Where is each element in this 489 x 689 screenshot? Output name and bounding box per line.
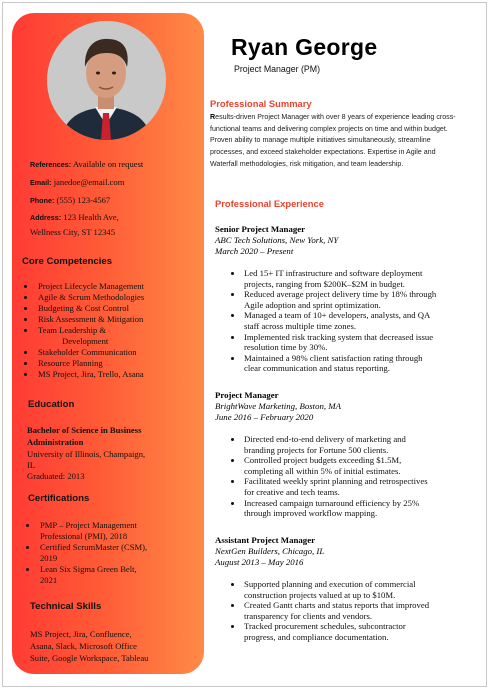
job-dates: August 2013 – May 2016 [215,557,304,567]
job-subtitle: Project Manager (PM) [234,64,321,74]
job-title: Assistant Project Manager [215,535,316,545]
cert-line-1: Certified ScrumMaster (CSM), [40,542,148,552]
list-item [230,621,462,642]
bullet-line-1: Led 15+ IT infrastructure and software deployment [244,268,423,278]
email-value[interactable]: janedoe@email.com [53,177,125,187]
job-dates: March 2020 – Present [215,246,294,256]
bullet-line-1: Controlled project budgets exceeding $1.5M, [244,455,402,466]
list-item-continued: Development [62,336,109,346]
list-item: Budgeting & Cost Control [22,303,144,314]
phone-label: Phone: [30,196,55,205]
profile-photo [47,21,166,140]
job-dates: June 2016 – February 2020 [215,412,314,422]
job-bullets [230,268,462,374]
bullet-line-1: Reduced average project delivery time by 18% through [244,289,437,300]
job-bullets [230,579,462,643]
list-item [230,455,462,476]
job-company: NextGen Builders, Chicago, IL [215,546,325,556]
list-item [230,498,462,519]
list-item [230,332,462,353]
bullet-line-2: through improved workflow mapping. [244,508,378,519]
bullet-line-2: transparency for clients and vendors. [244,610,373,621]
references-line [30,158,143,171]
address-value: 123 Health Ave, [63,212,119,222]
address-label: Address: [30,213,62,222]
education-heading: Education [28,399,75,410]
summary-text: esults-driven Project Manager with over 8 years of experience leading cross-functional teams and delivering complex projects on time and within budget. Proven ability to manage multiple initiatives simultaneously, streamline processes, and exceed stakeholder expectations. Expertise in Agile and Waterfall methodologies, risk mitigation, and team leadership. [210,113,456,168]
list-item [230,476,462,497]
email-line [30,176,124,189]
bullet-line-2: completing all within 5% of initial estimates. [244,465,401,476]
address-line-2: Wellness City, ST 12345 [30,227,116,237]
candidate-name: Ryan George [231,34,378,60]
bullet-line-1: Maintained a 98% client satisfaction rating through [244,352,423,363]
certifications-list [24,520,147,586]
list-item [22,325,144,347]
job-bullets [230,434,462,519]
bullet-line-2: projects, ranging from $200K–$2M in budget. [244,278,405,289]
bullet-line-1: Implemented risk tracking system that decreased issue [244,331,434,342]
phone-value: (555) 123-4567 [56,195,111,205]
list-item: Risk Assessment & Mitigation [22,314,144,325]
phone-line [30,194,110,207]
school-line-2: IL [27,460,36,470]
summary-paragraph [210,112,462,178]
list-item [230,434,462,455]
bullet-line-1: Managed a team of 10+ developers, analysts, and QA [244,310,431,321]
email-label: Email: [30,178,52,187]
profile-photo-illustration [47,21,166,140]
cert-line-1: PMP – Project Management [40,520,137,530]
list-item [24,542,147,564]
cert-line-2: 2019 [40,553,58,563]
references-value: Available on request [72,159,144,169]
certifications-heading: Certifications [28,493,90,504]
bullet-line-2: Agile adoption and sprint optimization. [244,299,381,310]
job-company: BrightWave Marketing, Boston, MA [215,401,341,411]
bullet-line-1: Directed end-to-end delivery of marketing and [244,434,406,444]
bullet-line-1: Facilitated weekly sprint planning and retrospectives [244,476,428,487]
sidebar [12,13,204,674]
job-title: Senior Project Manager [215,224,306,234]
list-item [230,289,462,310]
school-line-1: University of Illinois, Champaign, [27,449,146,459]
references-label: References: [30,160,72,169]
skills-line-3: Suite, Google Workspace, Tableau [30,653,149,663]
address-line [30,211,119,224]
bullet-line-1: Supported planning and execution of commercial [244,579,416,589]
job-title: Project Manager [215,390,279,400]
list-item: Resource Planning [22,358,144,369]
core-competencies-heading: Core Competencies [22,256,113,267]
list-item [230,310,462,331]
degree-line-1: Bachelor of Science in Business [27,425,142,435]
bullet-line-2: clear communication and status reporting. [244,363,390,374]
list-item [230,268,462,289]
professional-experience-heading: Professional Experience [215,198,324,209]
list-item: Stakeholder Communication [22,347,144,358]
bullet-line-1: Tracked procurement schedules, subcontractor [244,621,406,632]
bullet-line-2: resolution time by 30%. [244,342,328,353]
degree-line-2: Administration [27,437,84,447]
list-item-text: Team Leadership & [38,325,107,335]
core-competencies-list [22,281,144,380]
list-item [24,564,147,586]
bullet-line-1: Created Gantt charts and status reports that improved [244,600,430,611]
list-item [24,520,147,542]
technical-skills-heading: Technical Skills [30,601,102,612]
list-item [230,579,462,600]
bullet-line-2: construction projects valued at up to $10M. [244,589,396,600]
list-item: Project Lifecycle Management [22,281,144,292]
summary-first-letter: R [210,113,216,121]
skills-line-1: MS Project, Jira, Confluence, [30,629,132,639]
professional-summary-heading: Professional Summary [210,98,312,109]
bullet-line-2: staff across multiple time zones. [244,320,357,331]
bullet-line-2: for creative and tech teams. [244,486,340,497]
cert-line-2: 2021 [40,575,58,585]
list-item [230,353,462,374]
cert-line-2: Professional (PMI), 2018 [40,531,128,541]
bullet-line-2: branding projects for Fortune 500 clients. [244,444,389,455]
skills-line-2: Asana, Slack, Microsoft Office [30,641,137,651]
cert-line-1: Lean Six Sigma Green Belt, [40,564,137,574]
bullet-line-1: Increased campaign turnaround efficiency by 25% [244,497,420,508]
list-item: Agile & Scrum Methodologies [22,292,144,303]
graduated-date: Graduated: 2013 [27,471,85,481]
bullet-line-2: progress, and compliance documentation. [244,631,389,642]
job-company: ABC Tech Solutions, New York, NY [215,235,339,245]
list-item: MS Project, Jira, Trello, Asana [22,369,144,380]
list-item [230,600,462,621]
